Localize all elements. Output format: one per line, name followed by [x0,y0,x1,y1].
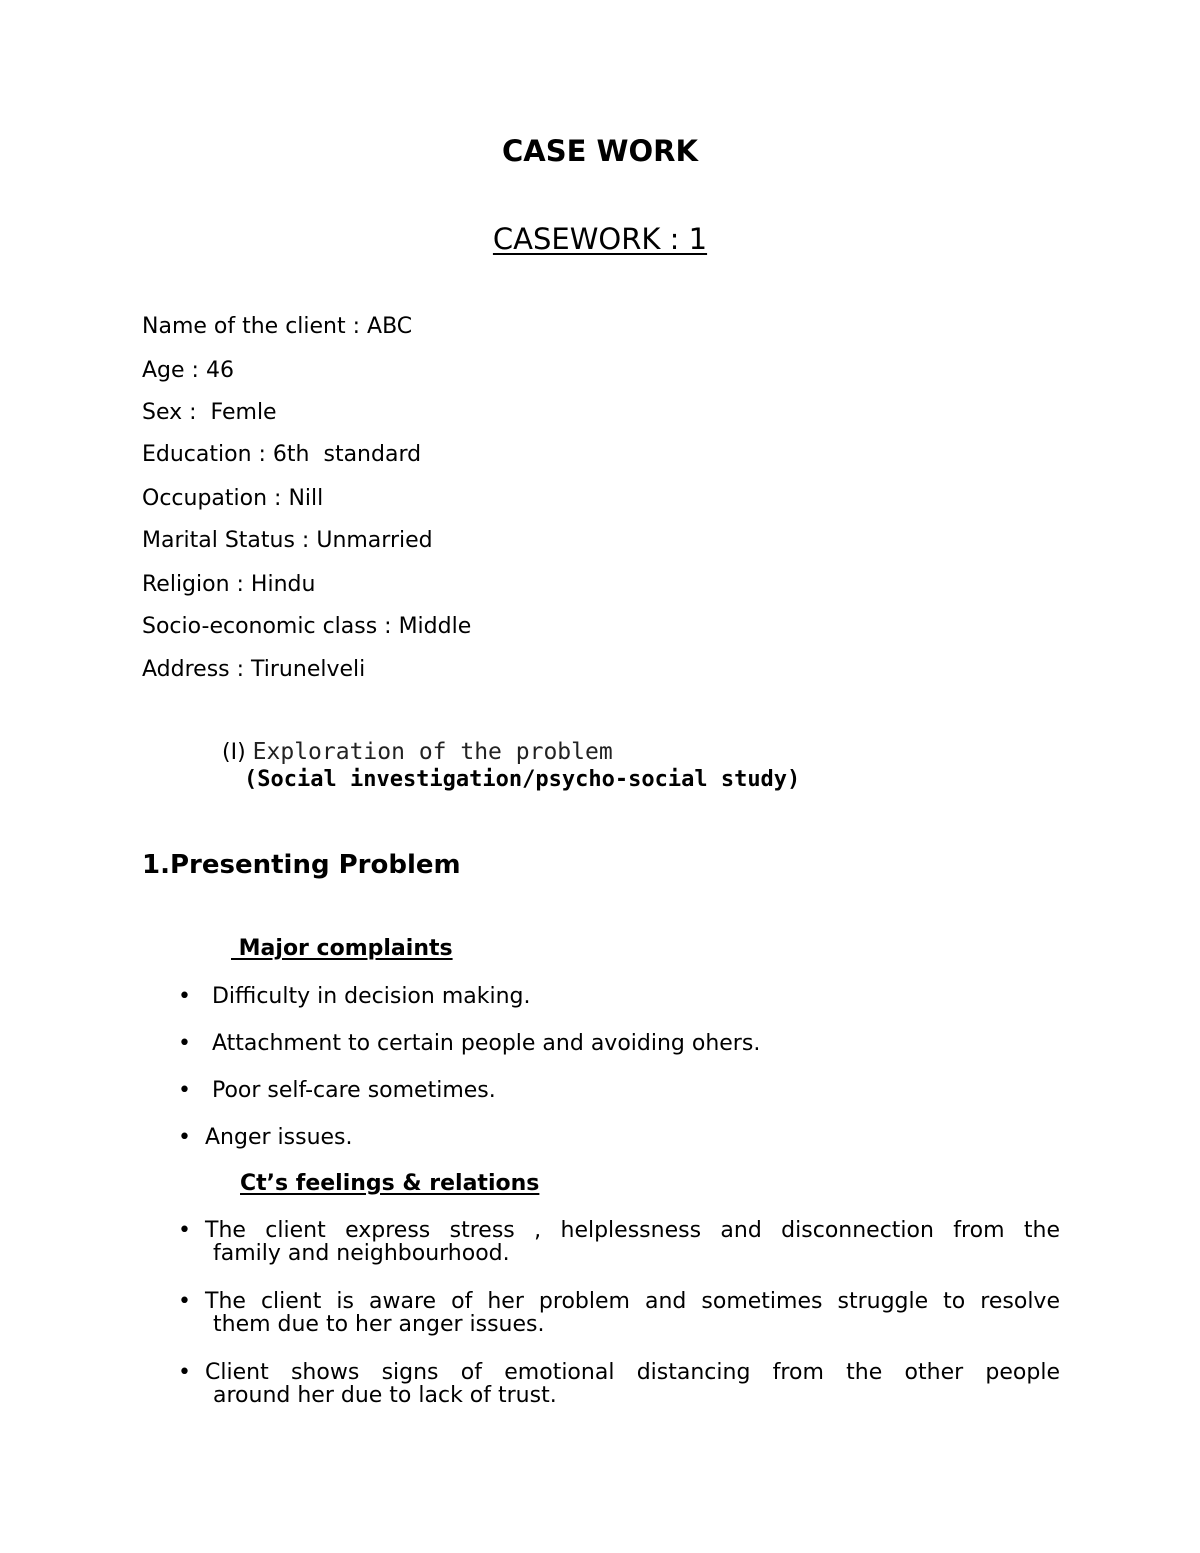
client-occupation-field: Occupation : Nill [142,486,324,511]
complaint-text: Poor self-care sometimes. [205,1078,496,1103]
client-sex-field: Sex : Femle [142,400,277,425]
feeling-line: Client shows signs of emotional distancing from the other people [205,1360,1060,1385]
bullet-icon: • [178,1289,191,1314]
bullet-icon: • [178,1078,191,1103]
client-age-field: Age : 46 [142,358,234,383]
bullet-icon: • [178,1031,191,1056]
bullet-icon: • [178,1218,191,1243]
feeling-line: The client is aware of her problem and sometimes struggle to resolve [205,1289,1060,1314]
exploration-subheading: (Social investigation/psycho-social study) [244,767,801,792]
client-education-field: Education : 6th standard [142,442,422,467]
bullet-icon: • [178,1360,191,1385]
feeling-line: them due to her anger issues. [213,1312,545,1337]
feeling-line: The client express stress , helplessness and disconnection from the [205,1218,1060,1243]
feeling-item [178,1219,1060,1265]
bullet-icon: • [178,984,191,1009]
exploration-number: (I) [222,740,246,765]
subtitle-text: CASEWORK : 1 [492,222,708,256]
feeling-item [178,1290,1060,1336]
client-marital-status-field: Marital Status : Unmarried [142,528,433,553]
feeling-item [178,1361,1060,1407]
client-name-field: Name of the client : ABC [142,314,413,339]
complaint-text: Difficulty in decision making. [205,984,531,1009]
exploration-heading [222,738,613,767]
feelings-relations-heading: Ct’s feelings & relations [240,1171,540,1196]
client-socio-economic-field: Socio-economic class : Middle [142,614,472,639]
client-religion-field: Religion : Hindu [142,572,316,597]
complaint-text: Anger issues. [205,1125,353,1150]
complaint-text: Attachment to certain people and avoiding ohers. [205,1031,761,1056]
exploration-title: Exploration of the problem [252,739,613,765]
presenting-problem-heading: 1.Presenting Problem [142,850,461,880]
document-subtitle [0,220,1200,258]
bullet-icon: • [178,1125,191,1150]
feeling-line: family and neighbourhood. [213,1241,510,1266]
feeling-line: around her due to lack of trust. [213,1383,557,1408]
document-title: CASE WORK [502,134,698,168]
client-address-field: Address : Tirunelveli [142,657,366,682]
major-complaints-heading: Major complaints [231,936,453,961]
